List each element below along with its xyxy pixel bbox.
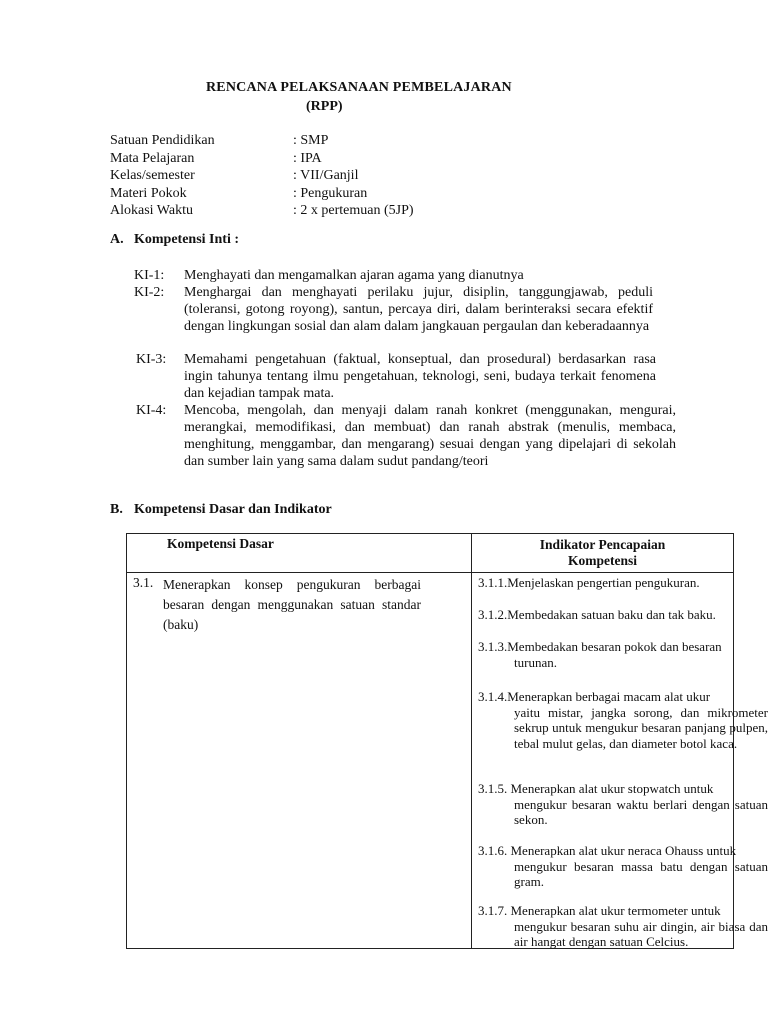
info-label: Mata Pelajaran [110, 150, 195, 166]
indicator-item [478, 843, 768, 890]
indicator-first-line: 3.1.3.Membedakan besaran pokok dan besaran [478, 639, 722, 654]
indicator-first-line: 3.1.7. Menerapkan alat ukur termometer untuk [478, 903, 721, 918]
ki-text: Menghayati dan mengamalkan ajaran agama yang dianutnya [184, 268, 524, 283]
indicator-item [478, 607, 768, 623]
indicator-item [478, 575, 768, 591]
indicator-rest: mengukur besaran suhu air dingin, air biasa dan air hangat dengan satuan Celcius. [514, 918, 768, 949]
info-label: Kelas/semester [110, 168, 195, 183]
indicator-first-line: 3.1.2.Membedakan satuan baku dan tak baku. [478, 607, 716, 622]
indicator-first-line: 3.1.5. Menerapkan alat ukur stopwatch untuk [478, 781, 714, 796]
ki-code: KI-3: [136, 352, 167, 367]
info-value: : SMP [293, 133, 329, 148]
section-a-heading [110, 232, 239, 248]
indicator-item [478, 781, 768, 828]
section-letter: A. [110, 232, 124, 247]
info-label: Materi Pokok [110, 185, 187, 201]
indicator-first-line: 3.1.1.Menjelaskan pengertian pengukuran. [478, 575, 700, 590]
section-b-heading [110, 502, 332, 518]
kd-number: 3.1. [133, 575, 154, 590]
info-label: Alokasi Waktu [110, 203, 193, 218]
indicator-rest: yaitu mistar, jangka sorong, dan mikrometer sekrup untuk mengukur besaran panjang pulpen, tebal mulut gelas, dan diameter botol kaca. [514, 704, 768, 751]
info-label: Satuan Pendidikan [110, 133, 215, 148]
info-value: : VII/Ganjil [293, 168, 359, 183]
ki-text: Menghargai dan menghayati perilaku jujur, disiplin, tanggungjawab, peduli (toleransi, gotong royong), santun, percaya diri, dalam berinteraksi secara efektif dengan lingkungan sosial dan alam dalam jangkauan pergaulan dan keberadaannya [184, 285, 653, 334]
section-letter: B. [110, 502, 123, 517]
document-title: RENCANA PELAKSANAAN PEMBELAJARAN [206, 80, 512, 95]
table-row [127, 573, 734, 949]
ki-code: KI-2: [134, 285, 165, 300]
indicator-rest: turunan. [514, 654, 557, 670]
document-subtitle: (RPP) [306, 99, 343, 114]
indicator-item [478, 689, 768, 751]
kd-cell [127, 573, 472, 949]
indicator-item [478, 639, 768, 670]
table-header-row [127, 534, 734, 573]
header-indicator [472, 534, 734, 573]
indicator-rest: mengukur besaran massa batu dengan satuan gram. [514, 858, 768, 889]
kd-indicator-table [126, 533, 768, 949]
ki-code: KI-1: [134, 268, 165, 283]
indicator-cell [472, 573, 768, 949]
indicator-item [478, 903, 768, 950]
indicator-rest: mengukur besaran waktu berlari dengan satuan sekon. [514, 796, 768, 827]
section-title: Kompetensi Inti : [134, 232, 239, 247]
ki-text: Mencoba, mengolah, dan menyaji dalam ranah konkret (menggunakan, mengurai, merangkai, memodifikasi, dan membuat) dan ranah abstrak (menulis, membaca, menghitung, menggambar, dan mengarang) sesuai dengan yang dipelajari di sekolah dan sumber lain yang sama dalam sudut pandang/teori [184, 403, 676, 469]
header-kd: Kompetensi Dasar [127, 534, 472, 573]
info-value: : 2 x pertemuan (5JP) [293, 203, 414, 218]
header-indicator-line: Indikator Pencapaian [539, 537, 666, 552]
header-indicator-line: Kompetensi [568, 553, 637, 568]
ki-text: Memahami pengetahuan (faktual, konseptual, dan prosedural) berdasarkan rasa ingin tahunya tentang ilmu pengetahuan, teknologi, seni, budaya terkait fenomena dan kejadian tampak mata. [184, 352, 656, 401]
info-value: : Pengukuran [293, 185, 368, 201]
ki-code: KI-4: [136, 403, 167, 418]
indicator-first-line: 3.1.6. Menerapkan alat ukur neraca Ohauss untuk [478, 843, 737, 858]
info-value: : IPA [293, 150, 322, 166]
section-title: Kompetensi Dasar dan Indikator [134, 502, 332, 517]
indicator-first-line: 3.1.4.Menerapkan berbagai macam alat ukur [478, 689, 711, 704]
kd-text: Menerapkan konsep pengukuran berbagai besaran dengan menggunakan satuan standar (baku) [163, 577, 421, 632]
